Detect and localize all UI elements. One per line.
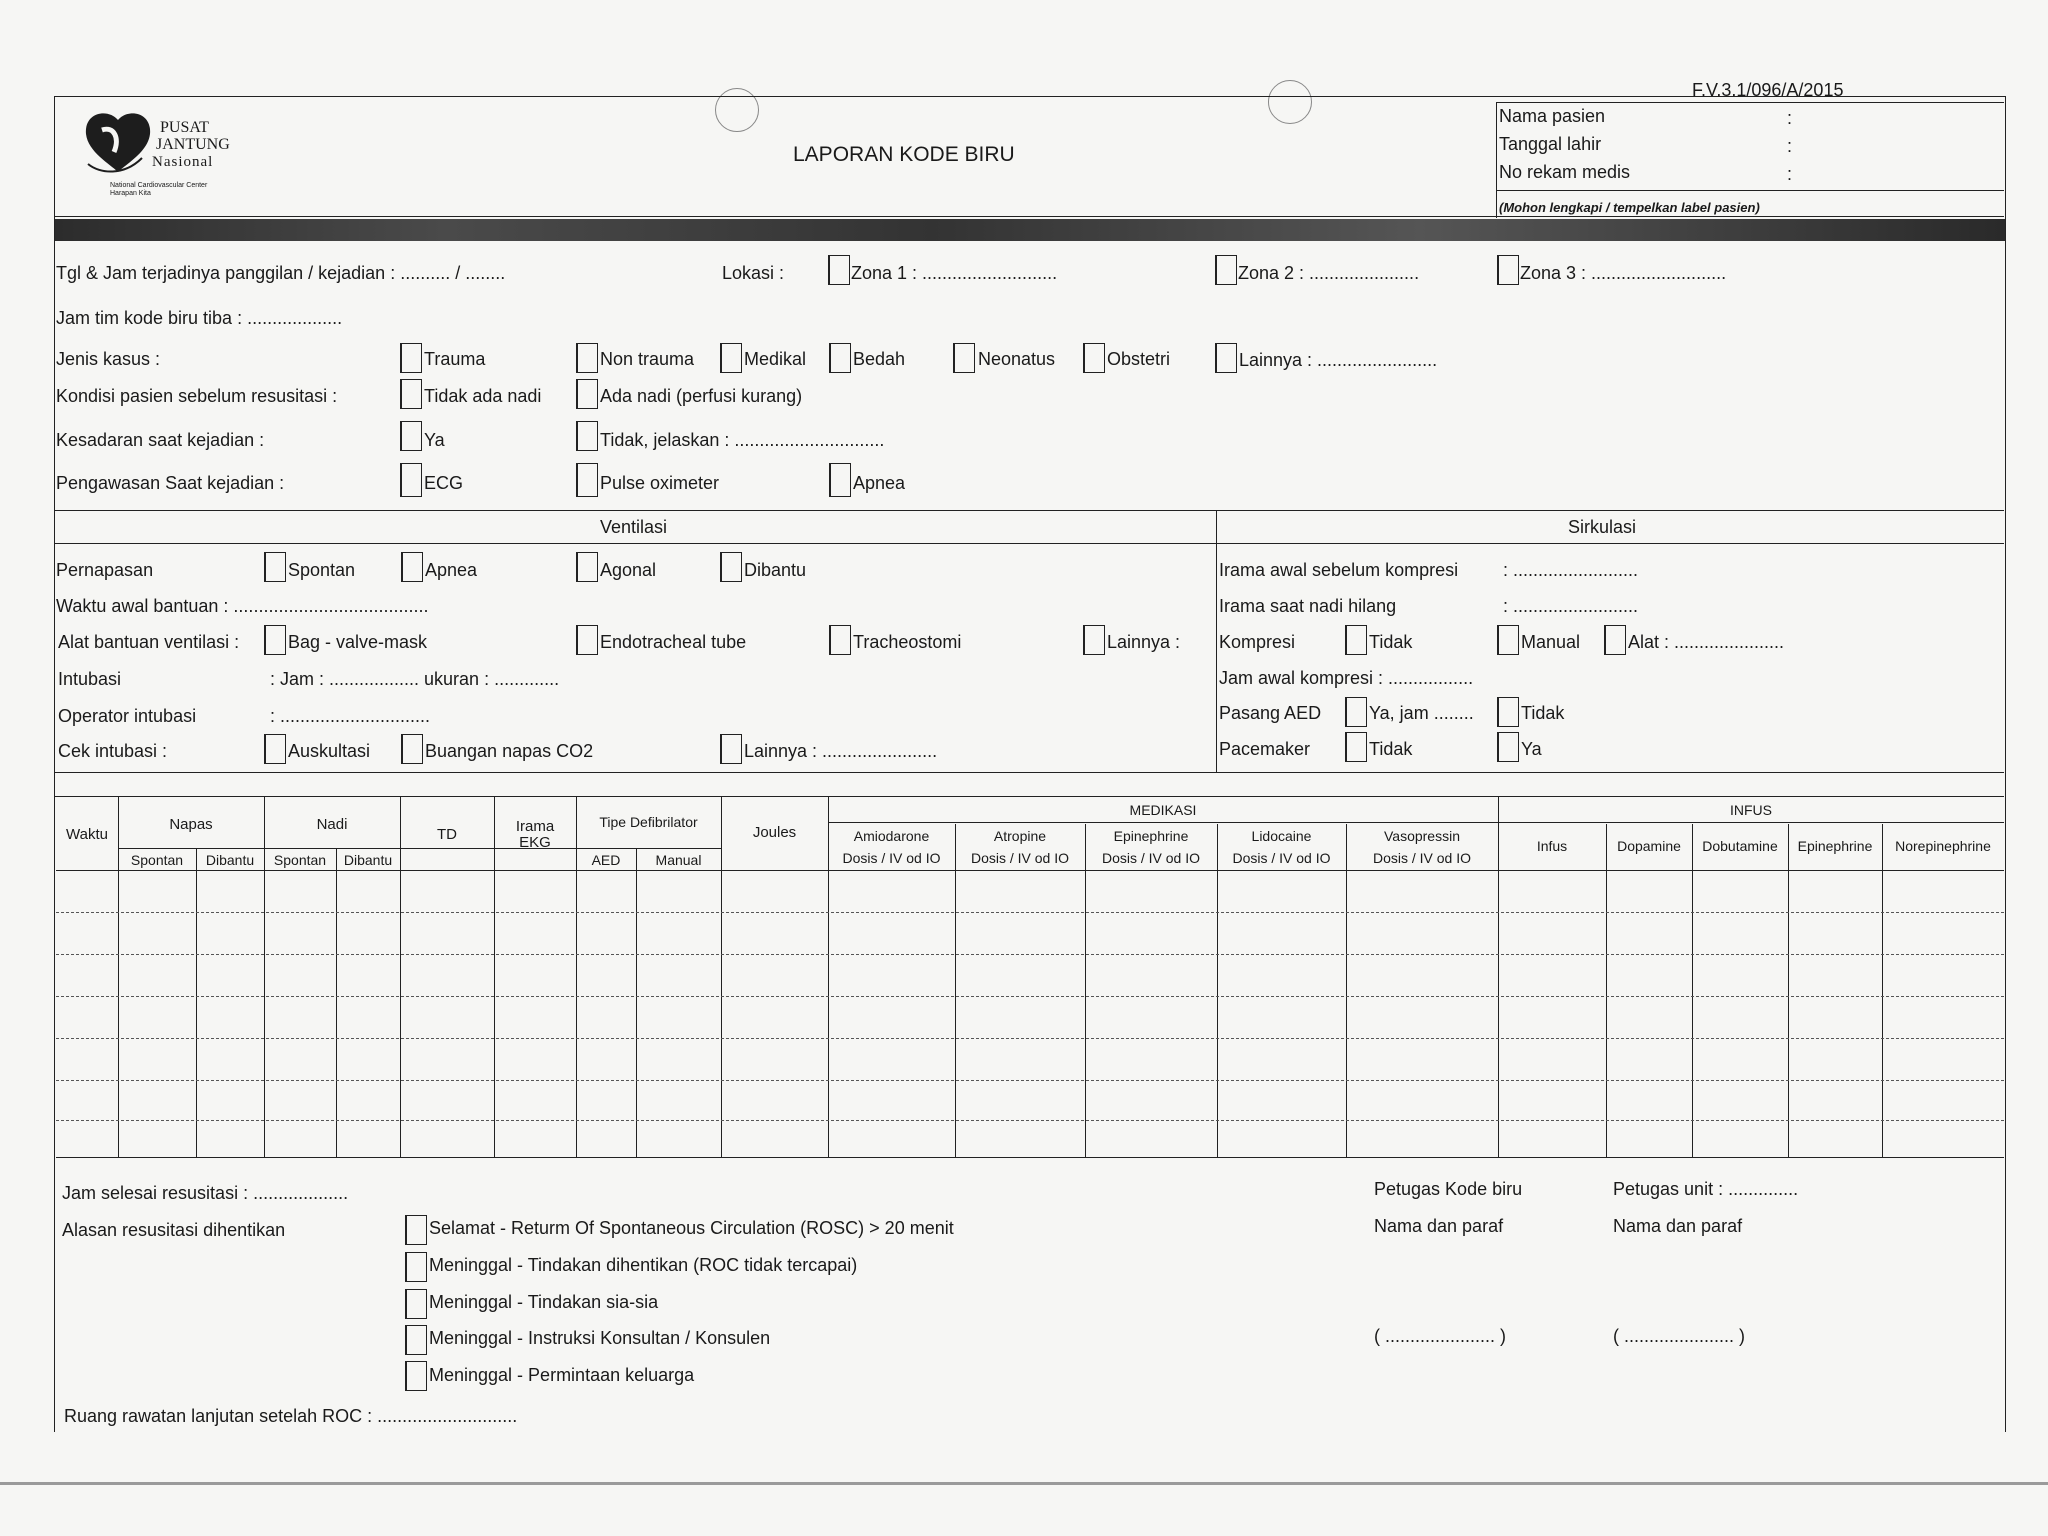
kesadaran-tidak-checkbox[interactable] [576,421,598,451]
ruang-label: Ruang rawatan lanjutan setelah ROC : ............................ [64,1406,518,1426]
kompresi-manual-checkbox[interactable] [1497,625,1519,655]
cek-lainnya-checkbox[interactable] [720,734,742,764]
auskultasi-checkbox[interactable] [264,734,286,764]
pacemaker-tidak-checkbox[interactable] [1345,732,1367,762]
pacemaker-ya-checkbox[interactable] [1497,732,1519,762]
reason-futile-checkbox[interactable] [405,1289,427,1319]
nama-paraf-2: Nama dan paraf [1613,1216,1743,1236]
patient-note: (Mohon lengkapi / tempelkan label pasien) [1499,200,1760,215]
ett-checkbox[interactable] [576,625,598,655]
irama-awal-label: Irama awal sebelum kompresi [1219,560,1459,580]
napas-agonal-checkbox[interactable] [576,552,598,582]
kompresi-tidak-checkbox[interactable] [1345,625,1367,655]
kompresi-alat-checkbox[interactable] [1604,625,1626,655]
irama-hilang-label: Irama saat nadi hilang [1219,596,1397,616]
jam-selesai-label: Jam selesai resusitasi : ................... [62,1183,349,1203]
signature-1: ( ...................... ) [1374,1326,1507,1346]
co2-checkbox[interactable] [401,734,423,764]
form-title: LAPORAN KODE BIRU [793,143,1015,166]
ada-nadi-checkbox[interactable] [576,379,598,409]
zona2-checkbox[interactable] [1215,255,1237,285]
col-waktu: Waktu [66,826,108,843]
call-time-label: Tgl & Jam terjadinya panggilan / kejadian : .......... / ........ [56,263,506,283]
logo-sub2: Harapan Kita [110,190,151,197]
jenis-kasus-label: Jenis kasus : [56,349,161,369]
col-irama-2: EKG [519,834,551,851]
kesadaran-label: Kesadaran saat kejadian : [56,430,265,450]
col-infus-group: INFUS [1730,802,1772,818]
neonatus-checkbox[interactable] [953,343,975,373]
zona3-label: Zona 3 : ........................... [1520,263,1727,283]
reason-consultant-checkbox[interactable] [405,1325,427,1355]
logo-line1: PUSAT [160,119,209,136]
pernapasan-label: Pernapasan [56,560,154,580]
petugas-unit-label: Petugas unit : .............. [1613,1179,1799,1199]
patient-dob-label: Tanggal lahir [1499,134,1602,154]
col-tipe-defib: Tipe Defibrilator [599,814,698,830]
divider-band [55,219,2005,241]
sirkulasi-header: Sirkulasi [1568,517,1637,537]
tidak-ada-nadi-checkbox[interactable] [400,379,422,409]
cek-intubasi-label: Cek intubasi : [58,741,168,761]
col-td: TD [437,826,457,843]
petugas-kode-biru-label: Petugas Kode biru [1374,1179,1523,1199]
reason-roc-checkbox[interactable] [405,1252,427,1282]
lokasi-label: Lokasi : [722,263,785,283]
alasan-label: Alasan resusitasi dihentikan [62,1220,286,1240]
napas-spontan-checkbox[interactable] [264,552,286,582]
zona1-checkbox[interactable] [828,255,850,285]
reason-family-checkbox[interactable] [405,1361,427,1391]
napas-dibantu-checkbox[interactable] [720,552,742,582]
pacemaker-label: Pacemaker [1219,739,1311,759]
bedah-checkbox[interactable] [829,343,851,373]
signature-2: ( ...................... ) [1613,1326,1746,1346]
logo-line2: JANTUNG [156,136,230,153]
aed-tidak-checkbox[interactable] [1497,697,1519,727]
reason-rosc-checkbox[interactable] [405,1215,427,1245]
obstetri-checkbox[interactable] [1083,343,1105,373]
col-medikasi: MEDIKASI [1129,802,1197,818]
pulse-ox-checkbox[interactable] [576,463,598,497]
kondisi-label: Kondisi pasien sebelum resusitasi : [56,386,338,406]
aed-label: Pasang AED [1219,703,1322,723]
aed-ya-checkbox[interactable] [1345,697,1367,727]
alat-ventilasi-label: Alat bantuan ventilasi : [58,632,240,652]
patient-box-border [1496,102,1497,218]
col-nadi: Nadi [316,816,348,833]
operator-label: Operator intubasi [58,706,197,726]
monitoring-table: Waktu Napas Spontan Dibantu Nadi Spontan Dibantu TD Irama EKG Tipe Defibrilator AED Manual Joules MEDIKASI INFUS Amiodarone Dosis / IV od IO Atropine Dosis / IV od IO Epinephrine Dosis / IV od IO Lidocaine Dosis / IV od IO Vasopressin Dosis / IV od IO Infus Dopamine Dobutamine Epinephrine Norepinephrine [56,796,2004,1158]
ecg-checkbox[interactable] [400,463,422,497]
apnea-monitor-checkbox[interactable] [829,463,851,497]
form-code: F.V.3.1/096/A/2015 [1692,80,1844,100]
trach-checkbox[interactable] [829,625,851,655]
napas-apnea-checkbox[interactable] [401,552,423,582]
page-bottom-edge [0,1482,2048,1485]
jam-awal-kompresi-label: Jam awal kompresi : ................. [1219,668,1474,688]
intubasi-label: Intubasi [58,669,122,689]
col-napas: Napas [169,816,213,833]
bvm-checkbox[interactable] [264,625,286,655]
kompresi-label: Kompresi [1219,632,1296,652]
zona1-label: Zona 1 : ........................... [851,263,1058,283]
patient-mrn-label: No rekam medis [1499,162,1631,182]
patient-name-label: Nama pasien [1499,106,1606,126]
col-irama-1: Irama [515,818,555,835]
alat-lainnya-checkbox[interactable] [1083,625,1105,655]
kesadaran-ya-checkbox[interactable] [400,421,422,451]
zona3-checkbox[interactable] [1497,255,1519,285]
team-arrival-label: Jam tim kode biru tiba : ................... [56,308,343,328]
zona2-label: Zona 2 : ...................... [1238,263,1420,283]
form-page: F.V.3.1/096/A/2015 PUSAT JANTUNG Nasional National Cardiovascular Center Harapan Kita LAPORAN KODE BIRU Nama pasien : Tanggal lahir : No rekam medis : (Mohon lengkapi / tempelkan label pasien) Tgl & Jam terjadinya panggilan / kejadian : .......... / ........ Lokasi : Zona 1 : ........................... Zona 2 : ...................... Zona 3 : ........................... Jam tim kode biru tiba : ................... Jenis kasus : Trauma Non trauma Medikal Bedah Neonatus Obstetri Lainnya : ........................ Kondisi pasien sebelum resusitasi : Tidak ada nadi Ada nadi (perfusi kurang) Kesadaran saat kejadian : Ya Tidak, jelaskan : .............................. Pengawasan Saat kejadian : ECG Pulse oximeter Apnea Ventilasi Sirkulasi Pernapasan Spontan Apnea Agonal Dibantu Waktu awal bantuan : ....................................... Alat bantuan ventilasi : Bag - valve-mask Endotracheal tube Tracheostomi Lainnya : Intubasi : Jam : .................. ukuran : ............. Operator intubasi : .............................. Cek intubasi : Auskultasi Buangan napas CO2 Lainnya : ....................... Irama awal sebelum kompresi : ......................... Irama saat nadi hilang : ......................... Kompresi Tidak Manual Alat : ...................... Jam awal kompresi : ................. Pasang AED Ya, jam ........ Tidak Pacemaker Tidak Ya Waktu Napas Spontan Dibantu Nadi Spontan Dibantu TD Irama EKG Tipe Defibrilator AED Manual Joules MEDIKASI INFUS Amiodarone Dosis / IV od IO Atropine Dosis / IV od IO Epinephrine Dosis / IV od IO Lidocaine Dosis / IV od IO Vasopressin Dosis / IV od IO Infus Dopamine Dobutamine Epinephrine Norepinephrine Jam selesai resusitasi : ................... Alasan resusitasi dihentikan Selamat - Returm Of Spontaneous Circulation (ROSC) > 20 menit Meninggal - Tindakan dihentikan (ROC tidak tercapai) Meninggal - Tindakan sia-sia Meninggal - Instruksi Konsultan / Konsulen Meninggal - Permintaan keluarga Ruang rawatan lanjutan setelah ROC : ............................ Petugas Kode biru Nama dan paraf ( ...................... ) Petugas unit : .............. Nama dan paraf ( ...................... ) [0,0,2048,1536]
medikal-checkbox[interactable] [720,343,742,373]
trauma-checkbox[interactable] [400,343,422,373]
logo-sub1: National Cardiovascular Center [110,182,208,189]
nama-paraf-1: Nama dan paraf [1374,1216,1504,1236]
waktu-awal-label: Waktu awal bantuan : ....................................... [56,596,429,616]
non-trauma-checkbox[interactable] [576,343,598,373]
heart-logo-icon [80,108,155,178]
pengawasan-label: Pengawasan Saat kejadian : [56,473,285,493]
lainnya-kasus-checkbox[interactable] [1215,343,1237,373]
ventilasi-header: Ventilasi [600,517,668,537]
logo [80,108,260,198]
col-joules: Joules [752,824,797,841]
logo-line3: Nasional [152,154,214,170]
